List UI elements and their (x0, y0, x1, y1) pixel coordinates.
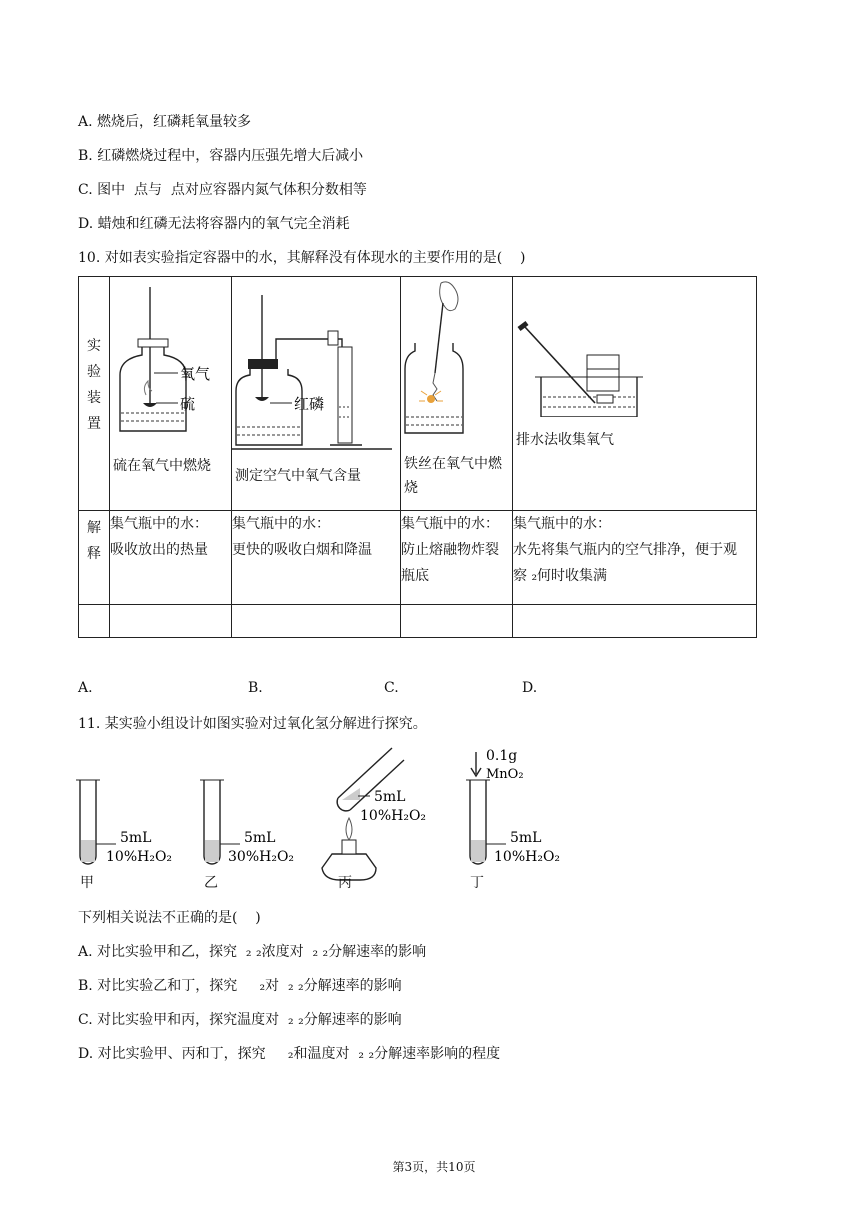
tube-label-yi: 乙 (204, 875, 218, 891)
answer-cell (401, 605, 513, 638)
caption-sulfur: 硫在氧气中燃烧 (113, 458, 211, 474)
answer-cell (232, 605, 401, 638)
svg-text:5mL: 5mL (374, 789, 406, 805)
q10-option-b: B. (248, 680, 263, 696)
tube-label-ding: 丁 (470, 875, 484, 891)
svg-text:10%H₂O₂: 10%H₂O₂ (494, 849, 561, 865)
q11-option-d: D. 对比实验甲、丙和丁，探究 ₂和温度对 ₂ ₂分解速率影响的程度 (78, 1046, 501, 1062)
tube-label-bing: 丙 (338, 875, 352, 891)
q11-option-a: A. 对比实验甲和乙，探究 ₂ ₂浓度对 ₂ ₂分解速率的影响 (78, 944, 427, 960)
water-collection-diagram (513, 277, 756, 417)
svg-text:10%H₂O₂: 10%H₂O₂ (360, 808, 427, 824)
q9-option-b: B. 红磷燃烧过程中，容器内压强先增大后减小 (78, 148, 364, 164)
sulfur-jar-diagram (110, 277, 231, 443)
expl-iron: 集气瓶中的水： 防止熔融物炸裂 瓶底 (401, 511, 513, 605)
apparatus-sulfur (110, 277, 232, 511)
svg-text:氧气: 氧气 (180, 365, 211, 383)
svg-text:硫: 硫 (180, 395, 196, 413)
answer-cell (79, 605, 110, 638)
q9-option-d: D. 蜡烛和红磷无法将容器内的氧气完全消耗 (78, 216, 350, 232)
svg-text:5mL: 5mL (120, 830, 152, 846)
caption-phosphorus: 测定空气中氧气含量 (235, 468, 361, 484)
q11-question: 下列相关说法不正确的是( ) (78, 910, 261, 926)
svg-text:0.1g: 0.1g (486, 748, 518, 764)
iron-wire-diagram (401, 277, 512, 441)
caption-iron: 铁丝在氧气中燃烧 (404, 456, 502, 496)
svg-text:红磷: 红磷 (294, 395, 325, 413)
apparatus-water-collection (513, 277, 757, 511)
svg-text:MnO₂: MnO₂ (486, 767, 524, 782)
q10-experiment-table (78, 276, 757, 638)
expl-water-collection: 集气瓶中的水： 水先将集气瓶内的空气排净，便于观 察 ₂何时收集满 (513, 511, 757, 605)
h2o2-tubes-diagram (70, 744, 570, 894)
apparatus-phosphorus (232, 277, 401, 511)
caption-water-collection: 排水法收集氧气 (516, 432, 614, 448)
q9-option-a: A. 燃烧后，红磷耗氧量较多 (78, 114, 252, 130)
svg-text:5mL: 5mL (510, 830, 542, 846)
apparatus-iron (401, 277, 513, 511)
svg-text:5mL: 5mL (244, 830, 276, 846)
q11-option-c: C. 对比实验甲和丙，探究温度对 ₂ ₂分解速率的影响 (78, 1012, 402, 1028)
svg-text:10%H₂O₂: 10%H₂O₂ (106, 849, 173, 865)
answer-cell (110, 605, 232, 638)
q10-option-d: D. (522, 680, 538, 696)
q11-stem: 11. 某实验小组设计如图实验对过氧化氢分解进行探究。 (78, 716, 427, 732)
q10-option-c: C. (384, 680, 399, 696)
answer-cell (513, 605, 757, 638)
row-label-explanation: 解 释 (79, 511, 110, 605)
phosphorus-oxygen-diagram (232, 277, 400, 453)
tube-label-jia: 甲 (80, 875, 94, 891)
expl-phosphorus: 集气瓶中的水： 更快的吸收白烟和降温 (232, 511, 401, 605)
q11-option-b: B. 对比实验乙和丁，探究 ₂对 ₂ ₂分解速率的影响 (78, 978, 402, 994)
q10-stem: 10. 对如表实验指定容器中的水，其解释没有体现水的主要作用的是( ) (78, 250, 526, 266)
expl-sulfur: 集气瓶中的水： 吸收放出的热量 (110, 511, 232, 605)
q9-option-c: C. 图中 点与 点对应容器内氮气体积分数相等 (78, 182, 367, 198)
page-footer: 第3页，共10页 (392, 1160, 476, 1174)
q10-option-a: A. (78, 680, 93, 696)
svg-text:30%H₂O₂: 30%H₂O₂ (228, 849, 295, 865)
row-label-apparatus: 实 验 装 置 (79, 277, 110, 511)
